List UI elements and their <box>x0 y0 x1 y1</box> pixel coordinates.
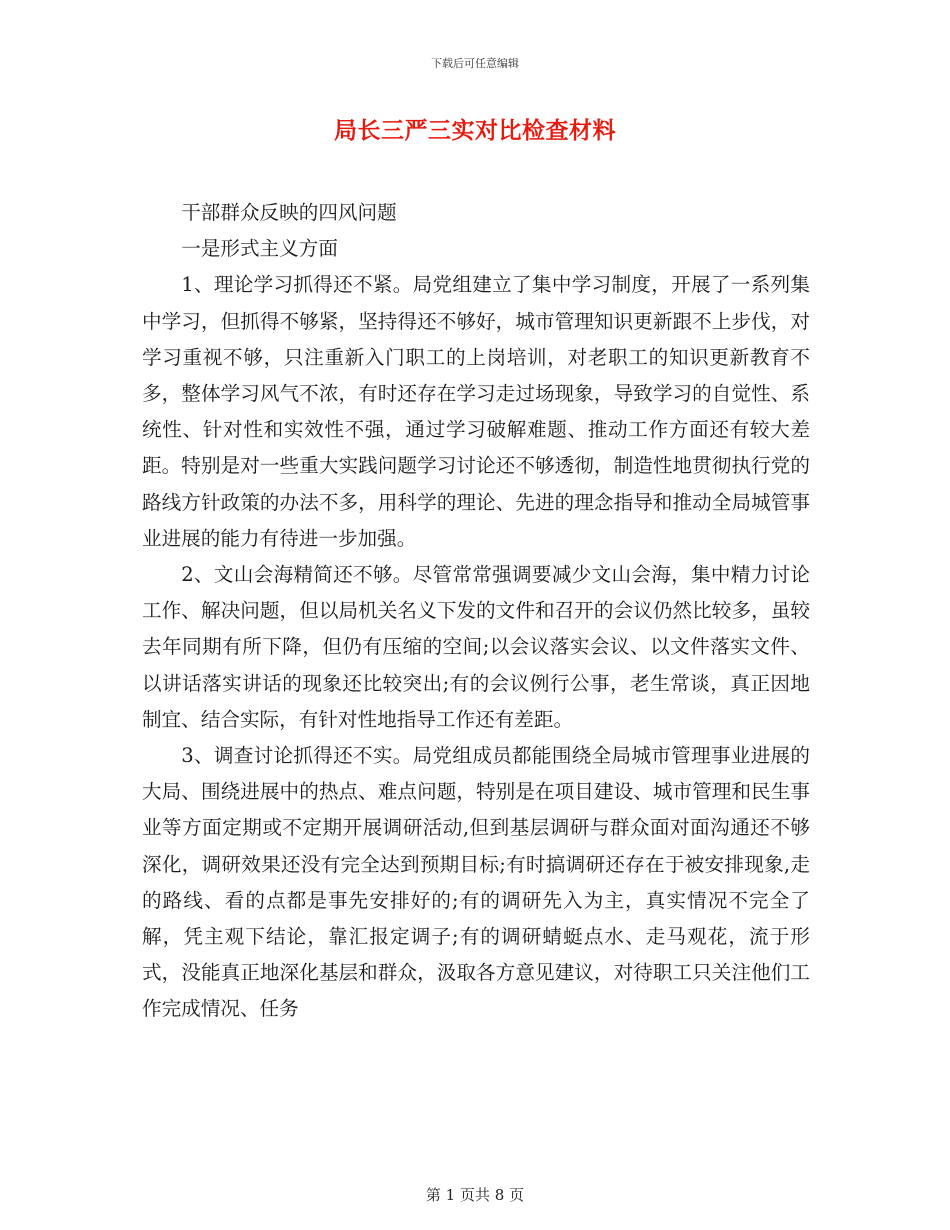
header-note: 下载后可任意编辑 <box>431 57 519 70</box>
page-footer: 第 1 页共 8 页 <box>425 1186 525 1204</box>
paragraph-1: 1、理论学习抓得还不紧。局党组建立了集中学习制度，开展了一系列集中学习，但抓得不够紧，坚持得还不够好，城市管理知识更新跟不上步伐，对学习重视不够，只注重新入门职工的上岗培训，对老职工的知识更新教育不多，整体学习风气不浓，有时还存在学习走过场现象，导致学习的自觉性、系统性、针对性和实效性不强，通过学习破解难题、推动工作方面还有较大差距。特别是对一些重大实践问题学习讨论还不够透彻，制造性地贯彻执行党的路线方针政策的办法不多，用科学的理论、先进的理念指导和推动全局城管事业进展的能力有待进一步加强。 <box>142 273 810 550</box>
document-title: 局长三严三实对比检查材料 <box>334 118 616 144</box>
paragraph-2: 2、文山会海精简还不够。尽管常常强调要减少文山会海，集中精力讨论工作、解决问题，但以局机关名义下发的文件和召开的会议仍然比较多，虽较去年同期有所下降，但仍有压缩的空间;以会议落实会议、以文件落实文件、以讲话落实讲话的现象还比较突出;有的会议例行公事，老生常谈，真正因地制宜、结合实际，有针对性地指导工作还有差距。 <box>142 563 810 731</box>
paragraph-3: 3、调查讨论抓得还不实。局党组成员都能围绕全局城市管理事业进展的大局、围绕进展中的热点、难点问题，特别是在项目建设、城市管理和民生事业等方面定期或不定期开展调研活动,但到基层调研与群众面对面沟通还不够深化，调研效果还没有完全达到预期目标;有时搞调研还存在于被安排现象,走的路线、看的点都是事先安排好的;有的调研先入为主，真实情况不完全了解，凭主观下结论，靠汇报定调子;有的调研蜻蜓点水、走马观花，流于形式，没能真正地深化基层和群众，汲取各方意见建议，对待职工只关注他们工作完成情况、任务 <box>142 744 810 1021</box>
subsection-heading: 一是形式主义方面 <box>181 237 338 261</box>
section-heading: 干部群众反映的四风问题 <box>181 201 397 224</box>
document-body <box>142 195 810 1028</box>
